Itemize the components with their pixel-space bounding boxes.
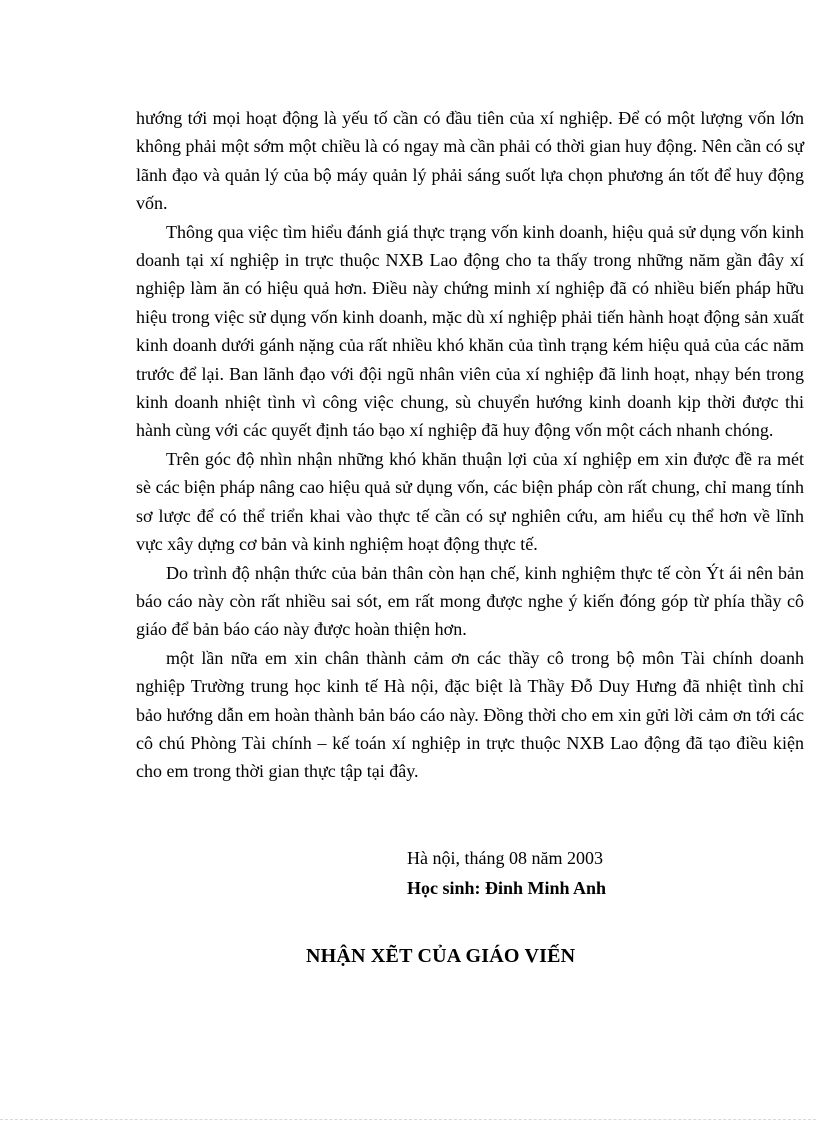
document-body [136, 104, 804, 786]
paragraph-capital-mobilization: hướng tới mọi hoạt động là yếu tố cần có đầu tiên của xí nghiệp. Để có một lượng vốn lớn không phải một sớm một chiều là có ngay mà cần phải có thời gian huy động. Nên cần có sự lãnh đạo và quản lý của bộ máy quản lý phải sáng suốt lựa chọn phương án tốt để huy động vốn. [136, 108, 804, 214]
paragraph-proposed-measures: Trên góc độ nhìn nhận những khó khăn thuận lợi của xí nghiệp em xin được đề ra mét sè các biện pháp nâng cao hiệu quả sử dụng vốn, các biện pháp còn rất chung, chỉ mang tính sơ lược để có thể triển khai vào thực tế cần có sự nghiên cứu, am hiểu cụ thể hơn về lĩnh vực xây dựng cơ bản và kinh nghiệm hoạt động thực tế. [136, 448, 804, 555]
paragraph-limitations: Do trình độ nhận thức của bản thân còn hạn chế, kinh nghiệm thực tế còn Ýt ái nên bản báo cáo này còn rất nhiều sai sót, em rất mong được nghe ý kiến đóng góp từ phía thầy cô giáo để bản báo cáo này được hoàn thiện hơn. [136, 562, 804, 640]
signature-block [407, 843, 606, 903]
paragraph-acknowledgements: một lần nữa em xin chân thành cảm ơn các thầy cô trong bộ môn Tài chính doanh nghiệp Trường trung học kinh tế Hà nội, đặc biệt là Thầy Đỗ Duy Hưng đã nhiệt tình chỉ bảo hướng dẫn em hoàn thành bản báo cáo này. Đồng thời cho em xin gửi lời cảm ơn tới các cô chú Phòng Tài chính – kế toán xí nghiệp in trực thuộc NXB Lao động đã tạo điều kiện cho em trong thời gian thực tập tại đây. [136, 647, 804, 782]
page-bottom-divider [0, 1119, 816, 1120]
teacher-comment-heading: NHẬN XẼT CỦA GIÁO VIẾN [306, 945, 576, 967]
place-date: Hà nội, tháng 08 năm 2003 [407, 848, 603, 868]
student-name: Học sinh: Đinh Minh Anh [407, 878, 607, 898]
paragraph-current-state: Thông qua việc tìm hiểu đánh giá thực trạng vốn kinh doanh, hiệu quả sử dụng vốn kinh doanh tại xí nghiệp in trực thuộc NXB Lao động cho ta thấy trong những năm gần đây xí nghiệp làm ăn có hiệu quả hơn. Điều này chứng minh xí nghiệp đã có nhiều biến pháp hữu hiệu trong việc sử dụng vốn kinh doanh, mặc dù xí nghiệp phải tiến hành hoạt động sản xuất kinh doanh dưới gánh nặng của rất nhiều khó khăn của tình trạng kém hiệu quả của các năm trước để lại. Ban lãnh đạo với đội ngũ nhân viên của xí nghiệp đã linh hoạt, nhạy bén trong kinh doanh nhiệt tình vì công việc chung, sù chuyển hướng kinh doanh kịp thời được thi hành cùng với các quyết định táo bạo xí nghiệp đã huy động vốn một cách nhanh chóng. [136, 221, 804, 441]
